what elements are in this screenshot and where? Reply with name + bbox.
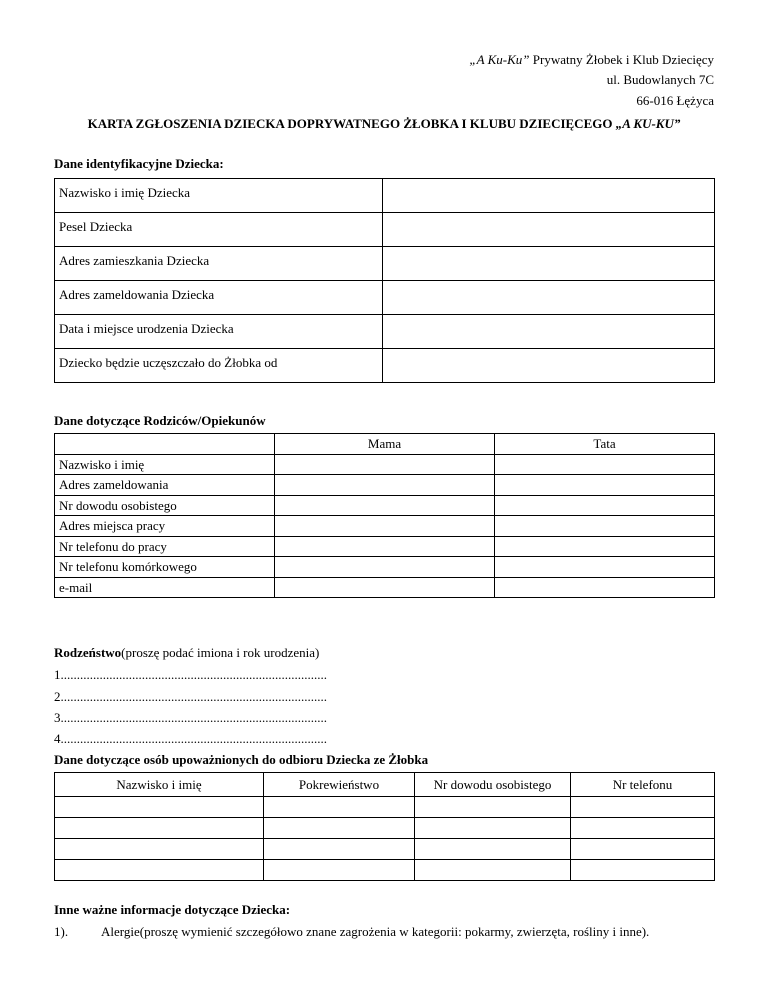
authorized-id-number-cell[interactable] [415, 797, 571, 818]
parents-row [55, 495, 715, 516]
child-row [55, 281, 715, 315]
authorized-row [55, 818, 715, 839]
parents-mother-cell[interactable] [275, 577, 495, 598]
authorized-name-cell[interactable] [55, 818, 264, 839]
parents-mother-cell[interactable] [275, 536, 495, 557]
child-row [55, 213, 715, 247]
nursery-name [469, 52, 714, 68]
sibling-line-4[interactable]: 4.................................................................................. [54, 731, 327, 746]
parents-row [55, 557, 715, 578]
parents-mother-cell[interactable] [275, 557, 495, 578]
nursery-street: ul. Budowlanych 7C [606, 72, 714, 87]
child-row-value[interactable] [383, 349, 715, 383]
child-row-value[interactable] [383, 179, 715, 213]
other-item-number: 1). [54, 924, 69, 939]
authorized-row [55, 797, 715, 818]
parents-header-row [55, 434, 715, 455]
parents-header-empty [55, 434, 275, 455]
child-row [55, 247, 715, 281]
parents-row [55, 516, 715, 537]
authorized-id-number-cell[interactable] [415, 839, 571, 860]
parents-father-cell[interactable] [495, 557, 715, 578]
parents-row-label: Nazwisko i imię [55, 454, 275, 475]
col-father: Tata [495, 434, 715, 455]
authorized-row [55, 860, 715, 881]
authorized-section-heading: Dane dotyczące osób upoważnionych do odbioru Dziecka ze Żłobka [54, 752, 429, 767]
sibling-line-3[interactable]: 3.................................................................................. [54, 710, 327, 725]
parents-mother-cell[interactable] [275, 516, 495, 537]
parents-section-heading: Dane dotyczące Rodziców/Opiekunów [54, 413, 266, 428]
authorized-relation-cell[interactable] [264, 818, 415, 839]
col-phone: Nr telefonu [571, 773, 715, 797]
child-row [55, 349, 715, 383]
parents-row-label: Nr telefonu do pracy [55, 536, 275, 557]
col-name: Nazwisko i imię [55, 773, 264, 797]
authorized-phone-cell[interactable] [571, 797, 715, 818]
child-row-label: Adres zameldowania Dziecka [55, 281, 383, 315]
parents-father-cell[interactable] [495, 536, 715, 557]
child-row-label: Dziecko będzie uczęszczało do Żłobka od [55, 349, 383, 383]
authorized-relation-cell[interactable] [264, 860, 415, 881]
col-mother: Mama [275, 434, 495, 455]
authorized-table [54, 772, 715, 881]
child-row-value[interactable] [383, 315, 715, 349]
form-title [54, 116, 714, 132]
parents-row-label: Nr telefonu komórkowego [55, 557, 275, 578]
siblings-heading [54, 645, 319, 661]
parents-row-label: e-mail [55, 577, 275, 598]
parents-row [55, 577, 715, 598]
authorized-relation-cell[interactable] [264, 797, 415, 818]
parents-row-label: Adres zameldowania [55, 475, 275, 496]
child-row-label: Data i miejsce urodzenia Dziecka [55, 315, 383, 349]
parents-row [55, 536, 715, 557]
parents-table [54, 433, 715, 598]
nursery-name-rest: Prywatny Żłobek i Klub Dziecięcy [529, 52, 714, 67]
child-row-value[interactable] [383, 213, 715, 247]
parents-father-cell[interactable] [495, 454, 715, 475]
parents-mother-cell[interactable] [275, 454, 495, 475]
col-relation: Pokrewieństwo [264, 773, 415, 797]
child-row-value[interactable] [383, 281, 715, 315]
child-row [55, 179, 715, 213]
authorized-name-cell[interactable] [55, 797, 264, 818]
child-data-table [54, 178, 715, 383]
parents-row [55, 454, 715, 475]
authorized-row [55, 839, 715, 860]
parents-row-label: Adres miejsca pracy [55, 516, 275, 537]
col-id-number: Nr dowodu osobistego [415, 773, 571, 797]
authorized-id-number-cell[interactable] [415, 818, 571, 839]
parents-mother-cell[interactable] [275, 475, 495, 496]
authorized-phone-cell[interactable] [571, 860, 715, 881]
form-title-italic: „A KU-KU” [615, 116, 681, 131]
parents-father-cell[interactable] [495, 495, 715, 516]
authorized-phone-cell[interactable] [571, 839, 715, 860]
siblings-heading-bold: Rodzeństwo [54, 645, 122, 660]
parents-row-label: Nr dowodu osobistego [55, 495, 275, 516]
parents-father-cell[interactable] [495, 516, 715, 537]
sibling-line-2[interactable]: 2.................................................................................. [54, 689, 327, 704]
nursery-city: 66-016 Łężyca [636, 93, 714, 108]
child-row-label: Adres zamieszkania Dziecka [55, 247, 383, 281]
parents-mother-cell[interactable] [275, 495, 495, 516]
authorized-relation-cell[interactable] [264, 839, 415, 860]
siblings-heading-rest: (proszę podać imiona i rok urodzenia) [121, 645, 320, 660]
parents-row [55, 475, 715, 496]
child-row-label: Nazwisko i imię Dziecka [55, 179, 383, 213]
authorized-name-cell[interactable] [55, 860, 264, 881]
child-section-heading: Dane identyfikacyjne Dziecka: [54, 156, 224, 171]
authorized-name-cell[interactable] [55, 839, 264, 860]
child-row-value[interactable] [383, 247, 715, 281]
authorized-id-number-cell[interactable] [415, 860, 571, 881]
other-item-text: Alergie(proszę wymienić szczegółowo znane zagrożenia w kategorii: pokarmy, zwierzęta, rośliny i inne). [101, 924, 650, 939]
sibling-line-1[interactable]: 1.................................................................................. [54, 667, 327, 682]
nursery-name-italic: „A Ku-Ku” [469, 52, 530, 67]
authorized-phone-cell[interactable] [571, 818, 715, 839]
child-row-label: Pesel Dziecka [55, 213, 383, 247]
child-row [55, 315, 715, 349]
authorized-header-row [55, 773, 715, 797]
parents-father-cell[interactable] [495, 475, 715, 496]
form-title-main: KARTA ZGŁOSZENIA DZIECKA DOPRYWATNEGO ŻŁOBKA I KLUBU DZIECIĘCEGO [87, 116, 616, 131]
parents-father-cell[interactable] [495, 577, 715, 598]
other-info-heading: Inne ważne informacje dotyczące Dziecka: [54, 902, 291, 917]
